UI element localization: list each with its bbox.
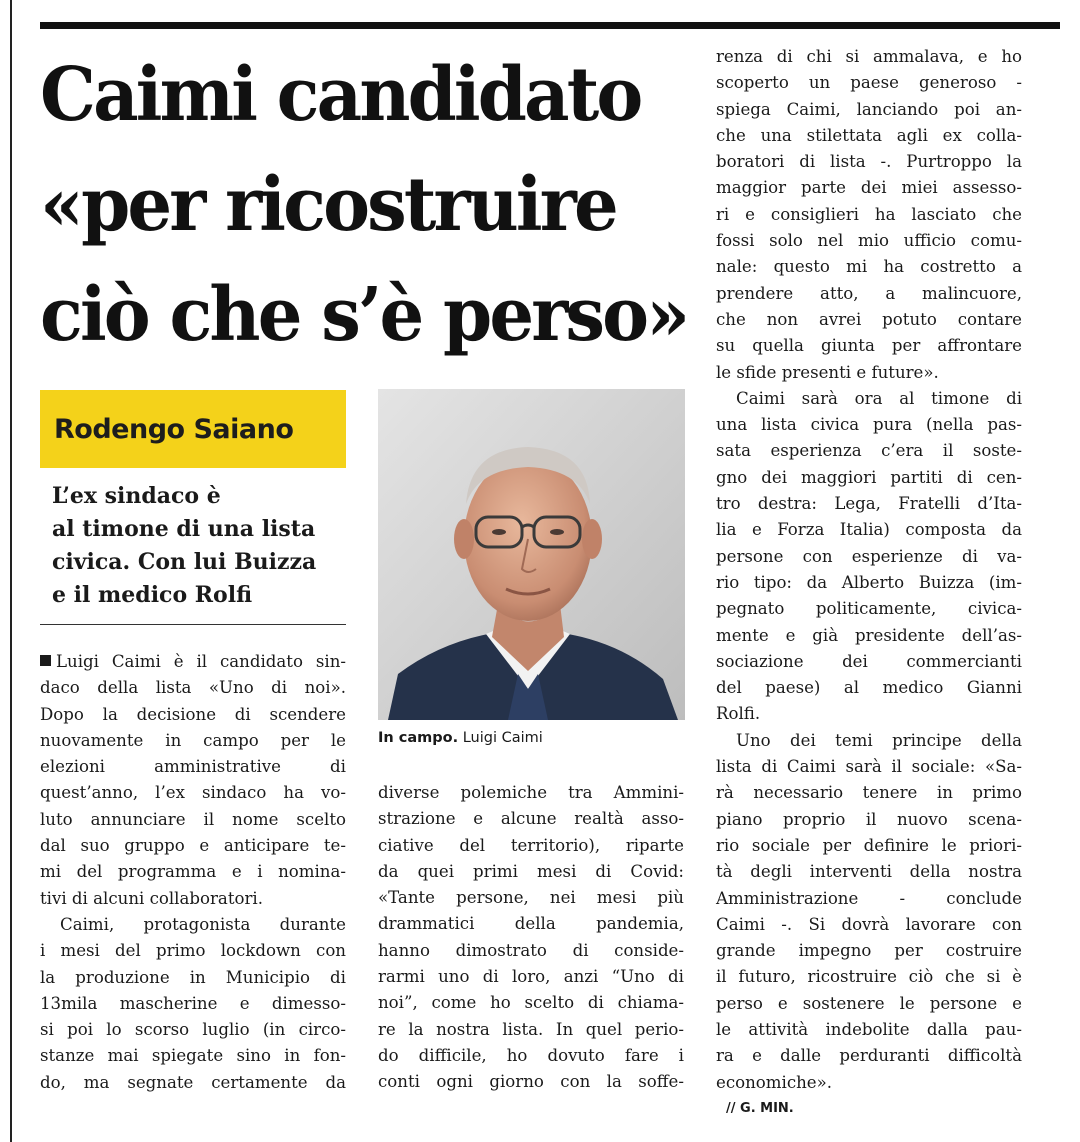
text-line: drammatici della pandemia,: [378, 914, 684, 934]
left-border-rule: [10, 0, 12, 1142]
text-line: persone con esperienze di va-: [716, 546, 1022, 566]
text-line: «Tante persone, nei mesi più: [378, 888, 684, 908]
text-line: Uno dei temi principe della: [736, 730, 1022, 750]
article-column-2: [378, 780, 684, 1096]
text-line: prendere atto, a malincuore,: [716, 283, 1022, 303]
photo-caption: [378, 730, 688, 746]
text-line: gno dei maggiori partiti di cen-: [716, 467, 1022, 487]
text-line: Dopo la decisione di scendere: [40, 704, 346, 724]
location-tag: [40, 390, 346, 468]
text-line: luto annunciare il nome scelto: [40, 809, 346, 829]
text-line: nuovamente in campo per le: [40, 730, 346, 750]
text-line: ri e consiglieri ha lasciato che: [716, 204, 1022, 224]
bullet-square-icon: [40, 655, 51, 666]
text-line: nale: questo mi ha costretto a: [716, 257, 1022, 277]
subtitle: [52, 480, 352, 612]
subtitle-line: L’ex sindaco è: [52, 483, 221, 509]
text-line: da quei primi mesi di Covid:: [378, 861, 684, 881]
text-line: perso e sostenere le persone e: [716, 993, 1022, 1013]
text-line: ciative del territorio), riparte: [378, 835, 684, 855]
text-line: la produzione in Municipio di: [40, 967, 346, 987]
subtitle-line: al timone di una lista: [52, 516, 316, 542]
text-line: tivi di alcuni collaboratori.: [40, 888, 263, 908]
subtitle-line: e il medico Rolfi: [52, 582, 253, 608]
article-column-1: [40, 649, 346, 1096]
text-line: sociazione dei commercianti: [716, 651, 1022, 671]
text-line: dal suo gruppo e anticipare te-: [40, 836, 346, 856]
caption-label: In campo.: [378, 730, 459, 746]
text-line: grande impegno per costruire: [716, 941, 1022, 961]
text-line: boratori di lista -. Purtroppo la: [716, 152, 1022, 172]
text-line: Amministrazione - conclude: [716, 888, 1022, 908]
text-line: ra e dalle perduranti difficoltà: [716, 1046, 1022, 1066]
text-line: che una stilettata agli ex colla-: [716, 125, 1022, 145]
location-label: Rodengo Saiano: [54, 413, 294, 445]
text-line: noi”, come ho scelto di chiama-: [378, 993, 684, 1013]
text-line: do, ma segnate certamente da: [40, 1072, 346, 1092]
text-line: fossi solo nel mio ufficio comu-: [716, 231, 1022, 251]
text-line: rio sociale per definire le priori-: [716, 835, 1022, 855]
text-line: diverse polemiche tra Ammini-: [378, 783, 684, 802]
text-line: daco della lista «Uno di noi».: [40, 678, 346, 698]
text-line: sata esperienza c’era il soste-: [716, 441, 1022, 461]
text-line: lia e Forza Italia) composta da: [716, 520, 1022, 540]
subtitle-divider: [40, 624, 346, 625]
text-line: strazione e alcune realtà asso-: [378, 809, 684, 829]
text-line: 13mila mascherine e dimesso-: [40, 993, 346, 1013]
text-line: do difficile, ho dovuto fare i: [378, 1045, 684, 1065]
text-line: maggior parte dei miei assesso-: [716, 178, 1022, 198]
text-line: spiega Caimi, lanciando poi an-: [716, 99, 1022, 119]
portrait-illustration: [378, 389, 685, 720]
text-line: conti ogni giorno con la soffe-: [378, 1072, 684, 1092]
text-line: che non avrei potuto contare: [716, 309, 1022, 329]
text-line: piano proprio il nuovo scena-: [716, 809, 1022, 829]
text-line: il futuro, ricostruire ciò che si è: [716, 967, 1022, 987]
text-line: le sfide presenti e future».: [716, 362, 939, 382]
text-line: una lista civica pura (nella pas-: [716, 415, 1022, 435]
text-line: tro destra: Lega, Fratelli d’Ita-: [716, 494, 1022, 514]
subtitle-line: civica. Con lui Buizza: [52, 549, 317, 575]
headline: [40, 40, 688, 370]
headline-line: «per ricostruire: [40, 162, 616, 248]
text-line: Rolfi.: [716, 704, 761, 724]
text-line: lista di Caimi sarà il sociale: «Sa-: [716, 757, 1022, 777]
text-line: scoperto un paese generoso -: [716, 73, 1022, 93]
text-line: Caimi, protagonista durante: [60, 914, 346, 934]
text-line: tà degli interventi della nostra: [716, 862, 1022, 882]
caption-text: Luigi Caimi: [462, 730, 543, 746]
text-line: mi del programma e i nomina-: [40, 862, 346, 882]
text-line: renza di chi si ammalava, e ho: [716, 47, 1022, 66]
text-line: Caimi sarà ora al timone di: [736, 388, 1022, 408]
portrait-photo: [378, 389, 685, 720]
text-line: del paese) al medico Gianni: [716, 678, 1022, 698]
headline-line: Caimi candidato: [40, 52, 641, 138]
text-line: pegnato politicamente, civica-: [716, 599, 1022, 619]
text-line: Caimi -. Si dovrà lavorare con: [716, 914, 1022, 934]
text-line: economiche». // G. MIN.: [716, 1070, 1022, 1123]
text-line: rà necessario tenere in primo: [716, 783, 1022, 803]
text-line: i mesi del primo lockdown con: [40, 941, 346, 961]
text-line: le attività indebolite dalla pau-: [716, 1019, 1022, 1039]
text-line: hanno dimostrato di conside-: [378, 940, 684, 960]
byline: // G. MIN.: [726, 1100, 794, 1116]
text-line: su quella giunta per affrontare: [716, 336, 1022, 356]
text-line: si poi lo scorso luglio (in circo-: [40, 1020, 346, 1040]
text-line: re la nostra lista. In quel perio-: [378, 1019, 684, 1039]
text-line: Luigi Caimi è il candidato sin-: [40, 649, 346, 675]
text-line: mente e già presidente dell’as-: [716, 625, 1022, 645]
top-rule: [40, 22, 1060, 29]
text-line: elezioni amministrative di: [40, 757, 346, 777]
article-column-3: [716, 44, 1022, 1122]
text-line: rio tipo: da Alberto Buizza (im-: [716, 572, 1022, 592]
text-line: rarmi uno di loro, anzi “Uno di: [378, 967, 684, 987]
text-line: stanze mai spiegate sino in fon-: [40, 1046, 346, 1066]
text-line: quest’anno, l’ex sindaco ha vo-: [40, 783, 346, 803]
headline-line: ciò che s’è perso»: [40, 272, 688, 358]
